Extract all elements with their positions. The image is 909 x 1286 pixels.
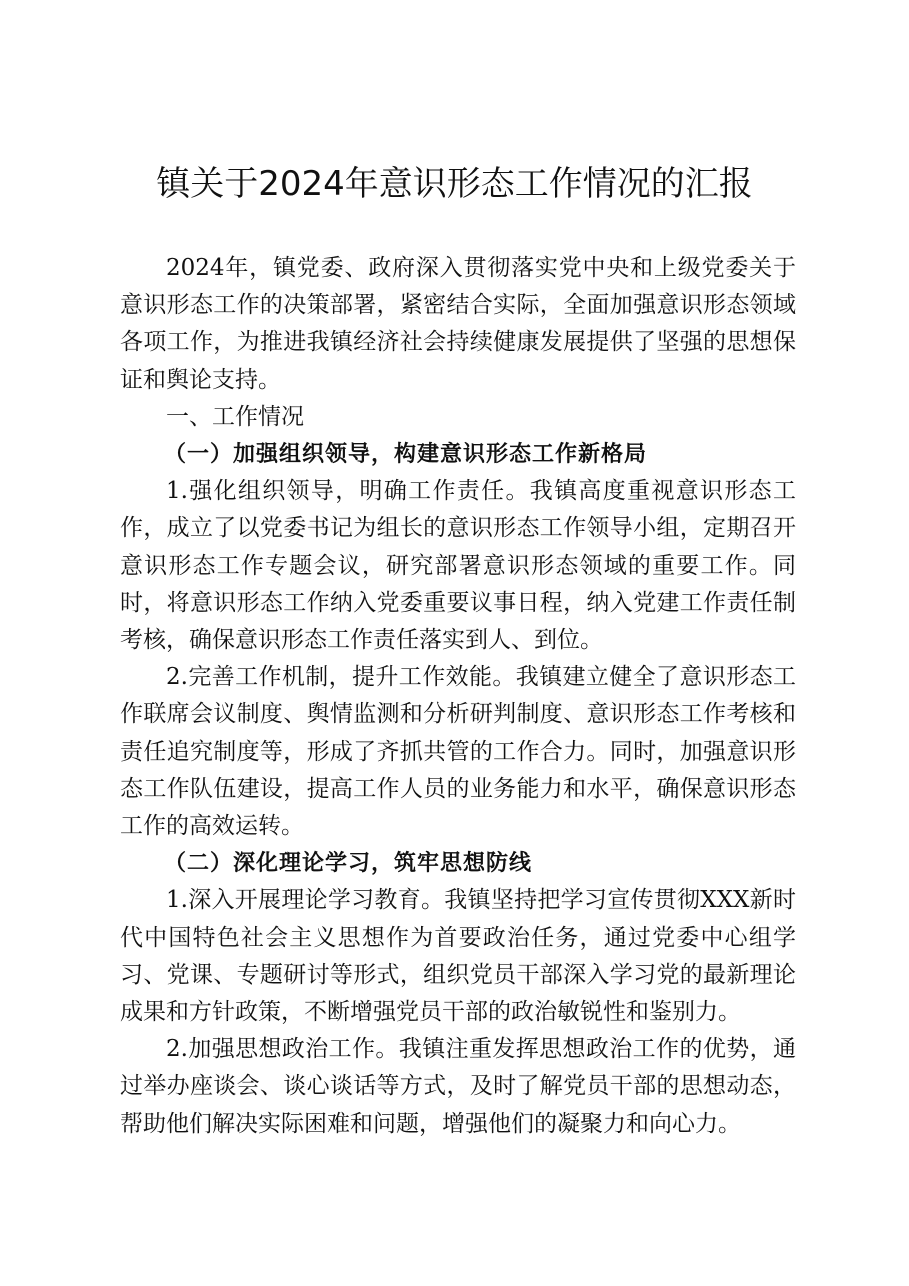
paragraph-theory-education: 1.深入开展理论学习教育。我镇坚持把学习宣传贯彻XXX新时代中国特色社会主义思想作为首要政治任务，通过党委中心组学习、党课、专题研讨等形式，组织党员干部深入学习党的最新理论成果和方针政策，不断增强党员干部的政治敏锐性和鉴别力。 [120, 887, 796, 1026]
subsection-heading-theory-study: （二）深化理论学习，筑牢思想防线 [164, 850, 533, 877]
subsection-heading-organization: （一）加强组织领导，构建意识形态工作新格局 [164, 441, 648, 468]
document-body [120, 250, 796, 1143]
paragraph-organization-leadership: 1.强化组织领导，明确工作责任。我镇高度重视意识形态工作，成立了以党委书记为组长的意识形态工作领导小组，定期召开意识形态工作专题会议，研究部署意识形态领域的重要工作。同时，将意识形态工作纳入党委重要议事日程，纳入党建工作责任制考核，确保意识形态工作责任落实到人、到位。 [120, 478, 796, 654]
document-title: 镇关于2024年意识形态工作情况的汇报 [156, 164, 753, 204]
paragraph-work-mechanism: 2.完善工作机制，提升工作效能。我镇建立健全了意识形态工作联席会议制度、舆情监测和分析研判制度、意识形态工作考核和责任追究制度等，形成了齐抓共管的工作合力。同时，加强意识形态工作队伍建设，提高工作人员的业务能力和水平，确保意识形态工作的高效运转。 [120, 664, 796, 840]
section-heading-work-status: 一、工作情况 [166, 403, 304, 430]
intro-paragraph: 2024年，镇党委、政府深入贯彻落实党中央和上级党委关于意识形态工作的决策部署，紧密结合实际，全面加强意识形态领域各项工作，为推进我镇经济社会持续健康发展提供了坚强的思想保证和舆论支持。 [120, 255, 796, 393]
paragraph-ideological-work: 2.加强思想政治工作。我镇注重发挥思想政治工作的优势，通过举办座谈会、谈心谈话等方式，及时了解党员干部的思想动态，帮助他们解决实际困难和问题，增强他们的凝聚力和向心力。 [120, 1036, 796, 1137]
